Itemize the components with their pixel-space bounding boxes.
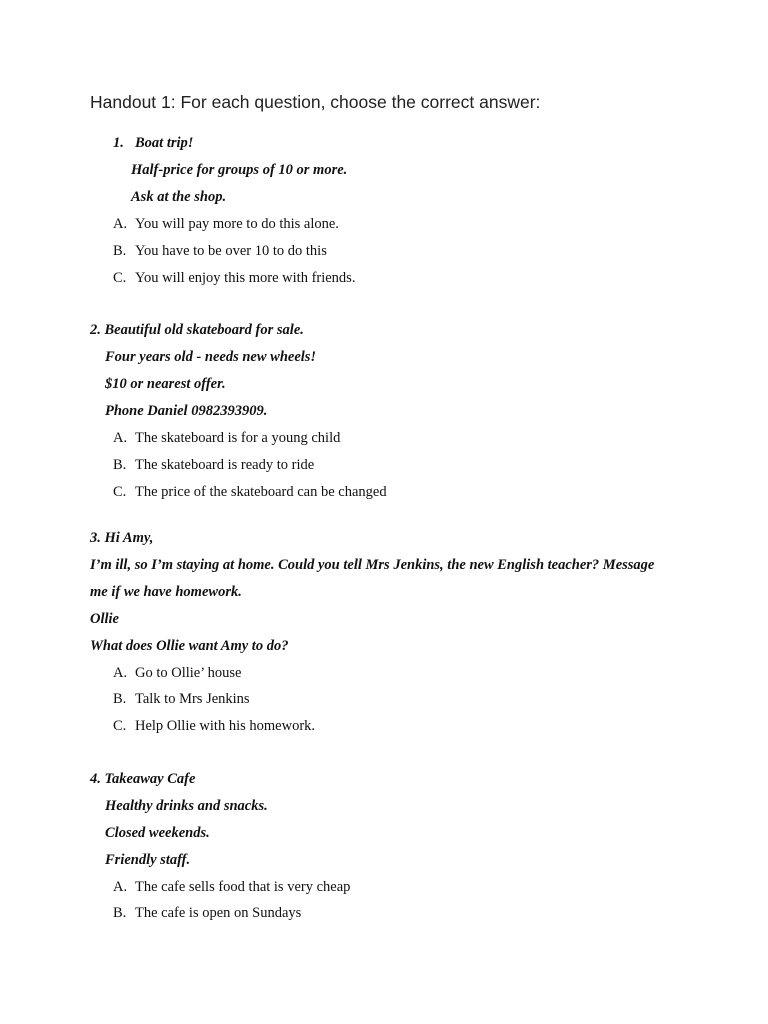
question-3-line-4: Ollie (90, 611, 119, 627)
question-3-line-2: I’m ill, so I’m staying at home. Could you tell Mrs Jenkins, the new English teacher? Message (90, 557, 655, 573)
question-4-option-b[interactable] (113, 904, 301, 922)
question-2-line-4: Phone Daniel 0982393909. (105, 403, 268, 419)
question-3-line-1: 3. Hi Amy, (90, 530, 154, 546)
option-text: The price of the skateboard can be changed (135, 484, 387, 500)
option-letter: A. (113, 430, 128, 446)
question-4-option-a[interactable] (113, 878, 350, 896)
question-1-line-3: Ask at the shop. (131, 189, 227, 205)
question-4-line-2: Healthy drinks and snacks. (105, 798, 268, 814)
option-text: Help Ollie with his homework. (135, 718, 316, 734)
option-letter: B. (113, 691, 127, 707)
option-letter: B. (113, 243, 127, 259)
option-text: You will enjoy this more with friends. (135, 270, 356, 286)
option-letter: A. (113, 665, 128, 681)
question-1-number: 1. (113, 135, 124, 151)
question-2-option-b[interactable] (113, 456, 314, 474)
question-3-option-b[interactable] (113, 690, 250, 708)
option-letter: B. (113, 457, 127, 473)
question-3-line-3: me if we have homework. (90, 584, 242, 600)
option-letter: C. (113, 270, 127, 286)
question-2-line-3: $10 or nearest offer. (105, 376, 226, 392)
option-letter: B. (113, 905, 127, 921)
option-text: The cafe is open on Sundays (135, 905, 302, 921)
question-1-option-b[interactable] (113, 242, 327, 260)
question-1-option-a[interactable] (113, 215, 339, 233)
question-4-line-3: Closed weekends. (105, 825, 210, 841)
question-4-line-1: 4. Takeaway Cafe (90, 771, 196, 787)
option-text: The cafe sells food that is very cheap (135, 879, 351, 895)
question-2-line-2: Four years old - needs new wheels! (105, 349, 317, 365)
option-text: Talk to Mrs Jenkins (135, 691, 250, 707)
option-text: The skateboard is for a young child (135, 430, 341, 446)
question-1-heading (113, 134, 193, 152)
handout-title: Handout 1: For each question, choose the correct answer: (90, 92, 541, 112)
question-3-option-a[interactable] (113, 664, 241, 682)
option-text: You have to be over 10 to do this (135, 243, 327, 259)
question-1-line-1: Boat trip! (135, 135, 194, 151)
question-1-line-2: Half-price for groups of 10 or more. (131, 162, 348, 178)
option-text: Go to Ollie’ house (135, 665, 242, 681)
option-text: The skateboard is ready to ride (135, 457, 315, 473)
option-text: You will pay more to do this alone. (135, 216, 339, 232)
option-letter: C. (113, 484, 127, 500)
question-1-option-c[interactable] (113, 269, 355, 287)
option-letter: A. (113, 216, 128, 232)
question-4-line-4: Friendly staff. (105, 852, 191, 868)
question-2-option-a[interactable] (113, 429, 340, 447)
question-3-prompt: What does Ollie want Amy to do? (90, 638, 289, 654)
question-2-line-1: 2. Beautiful old skateboard for sale. (90, 322, 304, 338)
option-letter: C. (113, 718, 127, 734)
question-3-option-c[interactable] (113, 717, 315, 735)
question-2-option-c[interactable] (113, 483, 387, 501)
option-letter: A. (113, 879, 128, 895)
